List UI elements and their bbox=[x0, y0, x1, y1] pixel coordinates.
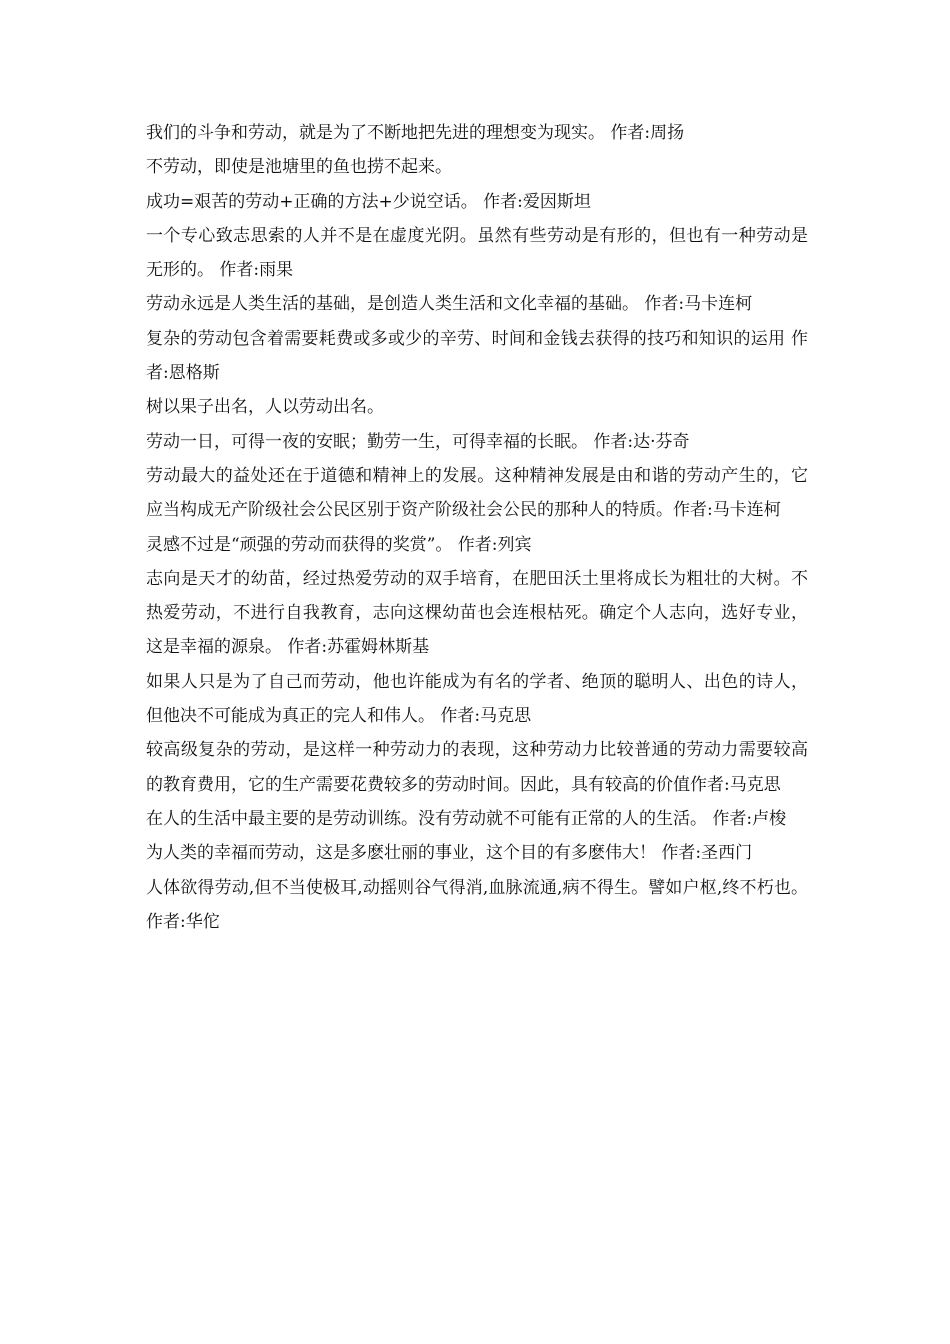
quote-paragraph: 我们的斗争和劳动，就是为了不断地把先进的理想变为现实。 作者:周扬 bbox=[146, 123, 685, 143]
quote-paragraph: 劳动永远是人类生活的基础，是创造人类生活和文化幸福的基础。 作者:马卡连柯 bbox=[146, 294, 753, 315]
quote-paragraph: 较高级复杂的劳动，是这样一种劳动力的表现，这种劳动力比较普通的劳动力需要较高的教育费用，它的生产需要花费较多的劳动时间。因此，具有较高的价值作者:马克思 bbox=[146, 740, 808, 795]
quote-paragraph: 在人的生活中最主要的是劳动训练。没有劳动就不可能有正常的人的生活。 作者:卢梭 bbox=[146, 808, 787, 829]
quote-paragraph: 复杂的劳动包含着需要耗费或多或少的辛劳、时间和金钱去获得的技巧和知识的运用 作者:恩格斯 bbox=[146, 328, 808, 384]
quote-paragraph: 人体欲得劳动,但不当使极耳,动摇则谷气得消,血脉流通,病不得生。譬如户枢,终不朽也。 作者:华佗 bbox=[146, 877, 808, 932]
quote-paragraph: 灵感不过是“顽强的劳动而获得的奖赏”。 作者:列宾 bbox=[146, 534, 532, 555]
quote-paragraph: 劳动最大的益处还在于道德和精神上的发展。这种精神发展是由和谐的劳动产生的，它应当构成无产阶级社会公民区别于资产阶级社会公民的那种人的特质。作者:马卡连柯 bbox=[146, 465, 808, 521]
quote-paragraph: 志向是天才的幼苗，经过热爱劳动的双手培育，在肥田沃土里将成长为粗壮的大树。不热爱劳动，不进行自我教育，志向这棵幼苗也会连根枯死。确定个人志向，选好专业，这是幸福的源泉。 作者:苏霍姆林斯基 bbox=[146, 568, 808, 658]
quote-paragraph: 如果人只是为了自己而劳动，他也许能成为有名的学者、绝顶的聪明人、出色的诗人，但他决不可能成为真正的完人和伟人。 作者:马克思 bbox=[146, 671, 808, 727]
quote-paragraph: 树以果子出名，人以劳动出名。 bbox=[146, 397, 384, 418]
quote-paragraph: 为人类的幸福而劳动，这是多麽壮丽的事业，这个目的有多麽伟大！ 作者:圣西门 bbox=[146, 843, 753, 864]
quote-paragraph: 一个专心致志思索的人并不是在虚度光阴。虽然有些劳动是有形的，但也有一种劳动是无形的。 作者:雨果 bbox=[146, 225, 808, 281]
document-page bbox=[146, 116, 808, 939]
quote-paragraph: 成功=艰苦的劳动+正确的方法+少说空话。 作者:爱因斯坦 bbox=[146, 191, 591, 212]
quote-paragraph: 不劳动，即使是池塘里的鱼也捞不起来。 bbox=[146, 157, 452, 178]
quote-paragraph: 劳动一日，可得一夜的安眠；勤劳一生，可得幸福的长眠。 作者:达·芬奇 bbox=[146, 431, 690, 452]
